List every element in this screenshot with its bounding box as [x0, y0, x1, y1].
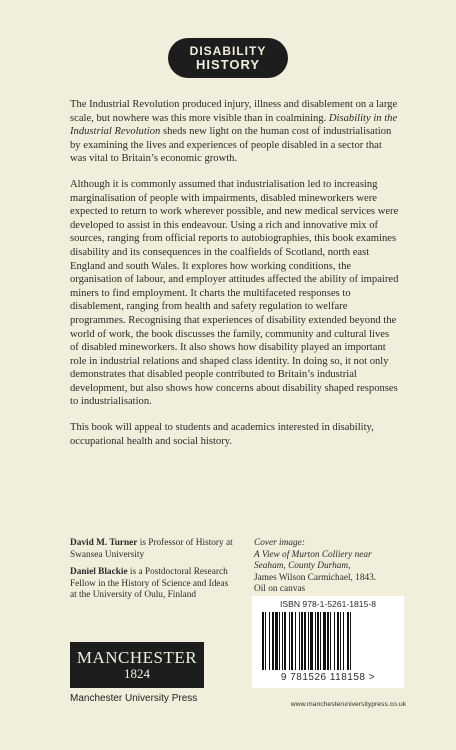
cover-image-artist: James Wilson Carmichael, 1843.: [254, 572, 377, 583]
cover-image-medium: Oil on canvas: [254, 584, 306, 594]
blurb-p1-end: sheds new light on the human cost of industrialisation by examining the lives and experiences of people disabled in a sector that was vital to Britain’s economic growth.: [70, 126, 392, 165]
publisher-logo-name: MANCHESTER: [76, 648, 198, 667]
barcode: [252, 596, 404, 688]
author-bio-1: [70, 538, 235, 561]
publisher-logo: [70, 642, 204, 688]
blurb-p1-start: The Industrial Revolution produced injury, illness and disablement on a large scale, but nowhere was this more visible than in coalmining.: [70, 99, 398, 124]
publisher-name: Manchester University Press: [70, 693, 198, 704]
author-bio-text-2: is a Postdoctoral Research Fellow in the History of Science and Ideas at the University of Oulu, Finland: [70, 567, 229, 600]
blurb: [70, 98, 400, 460]
series-logo-line2: HISTORY: [195, 56, 261, 72]
series-logo-line1: DISABILITY: [189, 43, 267, 58]
author-bio-2: [70, 567, 235, 602]
blurb-paragraph-2: Although it is commonly assumed that industrialisation led to increasing marginalisation of people with impairments, disabled mineworkers were expected to return to work wherever possible, and new medical services were developed to assist in this endeavour. Using a rich and innovative mix of sources, ranging from official reports to autobiographies, this book examines disability and its consequences in the coalfields of Scotland, north east England and south Wales. It explores how working conditions, the organisation of labour, and employer attitudes affected the ability of impaired miners to find employment. It charts the multifaceted responses to disablement, ranging from health and safety regulation to welfare programmes. Recognising that experiences of disability extended beyond the world of work, the book discusses the family, community and cultural lives of disabled mineworkers. It also shows how disability played an important role in industrial relations and shaped class identity. In doing so, it not only demonstrates that disabled people contributed to Britain’s industrial development, but also shows how concerns about disability shaped responses to industrialisation.: [70, 178, 399, 408]
author-name-2: Daniel Blackie: [70, 567, 128, 577]
book-title: Disability in the Industrial Revolution: [70, 112, 398, 138]
author-name-1: David M. Turner: [70, 538, 138, 548]
publisher-website: www.manchesteruniversitypress.co.uk: [290, 701, 406, 708]
blurb-paragraph-3: This book will appeal to students and academics interested in disability, occupational health and social history.: [70, 422, 374, 447]
publisher-logo-year: 1824: [124, 666, 150, 681]
series-logo: [168, 38, 288, 78]
cover-image-title: A View of Murton Colliery near Seaham, County Durham,: [254, 549, 372, 571]
author-bio-text-1: is Professor of History at Swansea University: [70, 538, 233, 560]
barcode-bars: [260, 612, 396, 670]
author-bios: [70, 538, 235, 608]
cover-image-heading: Cover image:: [254, 538, 305, 548]
cover-image-credit: [254, 538, 404, 596]
blurb-paragraph-1: [70, 98, 400, 166]
isbn-label: ISBN 978-1-5261-1815-8: [279, 599, 377, 609]
barcode-digits: 9 781526 118158 >: [280, 672, 376, 683]
